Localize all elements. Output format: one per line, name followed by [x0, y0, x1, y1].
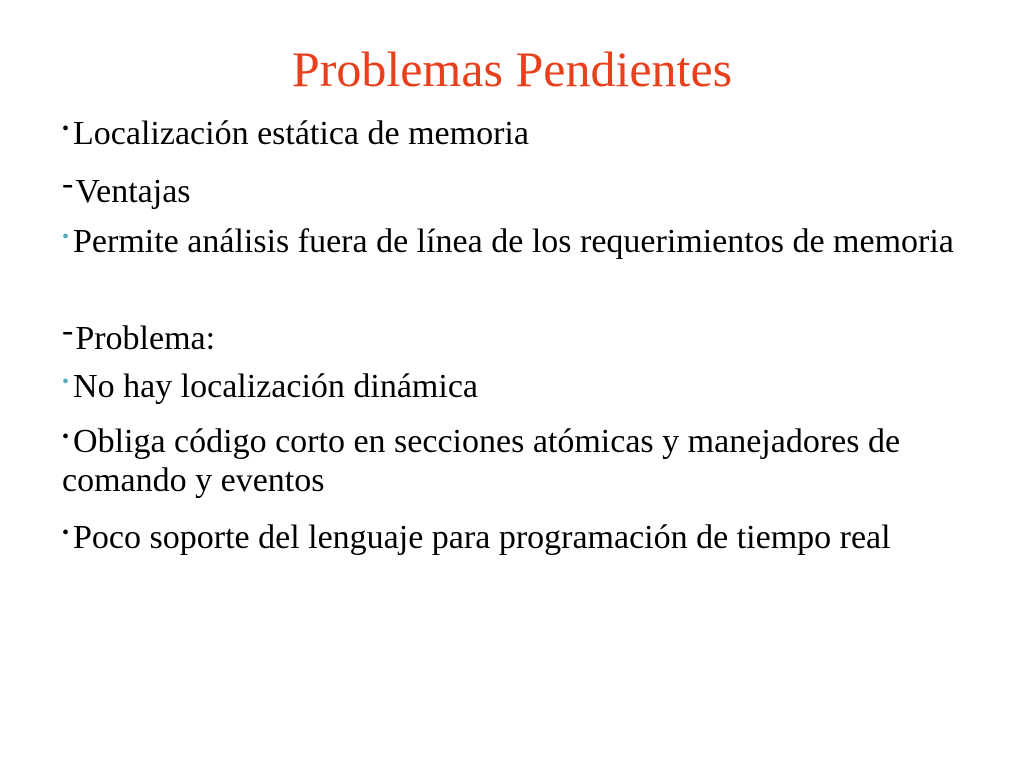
bullet-marker: •: [62, 522, 70, 544]
bullet-marker: •: [62, 118, 70, 140]
bullet-item: [62, 418, 992, 500]
bullet-text: Localización estática de memoria: [73, 115, 529, 152]
bullet-marker: •: [62, 426, 70, 448]
bullet-marker: •: [62, 371, 70, 393]
bullet-item: [62, 514, 992, 557]
bullet-item: [62, 164, 992, 211]
bullet-text: Ventajas: [75, 173, 191, 210]
bullet-text: No hay localización dinámica: [73, 368, 479, 405]
bullet-marker: •: [62, 226, 70, 248]
bullet-item: [62, 311, 992, 358]
bullet-item: [62, 363, 992, 406]
slide-title: Problemas Pendientes: [291, 41, 733, 97]
bullet-item: [62, 218, 992, 261]
bullet-text: Problema:: [75, 320, 216, 357]
bullet-text: Permite análisis fuera de línea de los requerimientos de memoria: [73, 223, 954, 260]
bullet-item: [62, 110, 992, 153]
bullet-text: Obliga código corto en secciones atómicas y manejadores de comando y eventos: [62, 423, 901, 499]
bullet-text: Poco soporte del lenguaje para programación de tiempo real: [73, 519, 891, 556]
dash-marker: -: [62, 165, 74, 202]
dash-marker: -: [62, 312, 74, 349]
